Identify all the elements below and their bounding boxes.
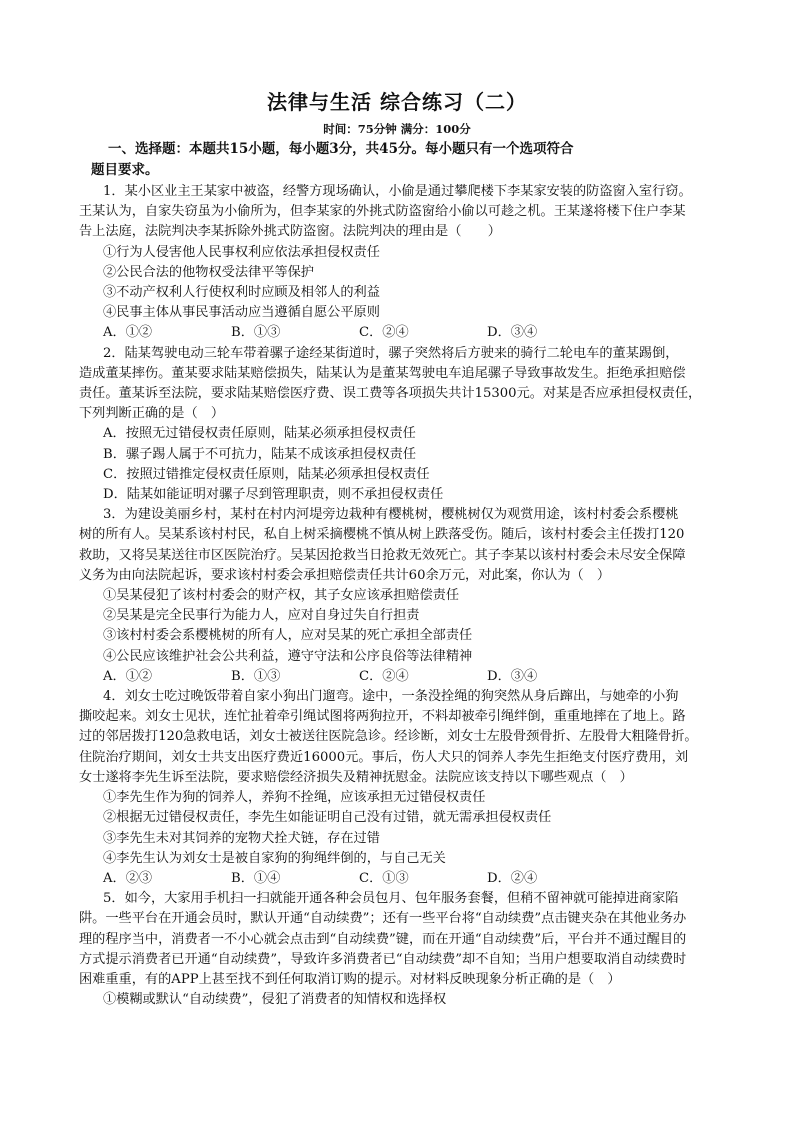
q1-choice-c: C．②④ (359, 325, 409, 341)
question-body (79, 182, 723, 1010)
q4-choice-d: D．②④ (487, 870, 538, 886)
q3-choice-c: C．②④ (359, 668, 409, 684)
q4-choices (103, 869, 723, 889)
q1-choices (103, 323, 723, 343)
q3-choices (103, 667, 723, 687)
exam-subtitle: 时间：75分钟 满分：100分 (323, 122, 471, 136)
question-3 (79, 505, 723, 687)
q4-line-1: 4．刘女士吃过晚饭带着自家小狗出门遛弯。途中，一条没拴绳的狗突然从身后蹿出，与她牵的小狗 (103, 689, 679, 705)
q5-line-1: 5．如今，大家用手机扫一扫就能开通各种会员包月、包年服务套餐，但稍不留神就可能掉进商家陷 (103, 891, 679, 907)
q2-option-c: C．按照过错推定侵权责任原则，陆某必须承担侵权责任 (103, 466, 430, 482)
q1-option-3: ③不动产权利人行使权利时应顾及相邻人的利益 (103, 285, 380, 301)
q3-line-1: 3．为建设美丽乡村，某村在村内河堤旁边栽种有樱桃树，樱桃树仅为观赏用途，该村村委会系樱桃 (103, 507, 679, 523)
q5-line-3: 理的程序当中，消费者一不小心就会点击到“自动续费”键，而在开通“自动续费”后，平台并不通过醒目的 (79, 931, 687, 947)
q2-option-a: A．按照无过错侵权责任原则，陆某必须承担侵权责任 (103, 426, 416, 442)
q4-choice-a: A．②③ (103, 870, 153, 886)
question-2 (79, 344, 723, 506)
question-5 (79, 889, 723, 1010)
q4-option-4: ④李先生认为刘女士是被自家狗的狗绳绊倒的，与自己无关 (103, 850, 446, 866)
q4-option-1: ①李先生作为狗的饲养人，养狗不拴绳，应该承担无过错侵权责任 (103, 790, 486, 806)
q3-choice-d: D．③④ (487, 668, 538, 684)
q4-line-3: 过的邻居拨打120急救电话，刘女士被送往医院急诊。经诊断，刘女士左股骨颈骨折、左股骨大粗隆骨折。 (79, 729, 698, 745)
q5-line-2: 阱。一些平台在开通会员时，默认开通“自动续费”；还有一些平台将“自动续费”点击键夹杂在其他业务办 (79, 911, 687, 927)
q3-line-4: 义务为由向法院起诉，要求该村村委会承担赔偿责任共计60余万元，对此案，你认为（ ） (79, 567, 611, 583)
q1-option-1: ①行为人侵害他人民事权利应依法承担侵权责任 (103, 244, 380, 260)
question-1 (79, 182, 723, 344)
q3-line-2: 树的所有人。吴某系该村村民，私自上树采摘樱桃不慎从树上跌落受伤。随后，该村村委会主任拨打120 (79, 527, 685, 543)
q5-line-4: 方式提示消费者已开通“自动续费”，导致许多消费者已“自动续费”却不自知；当用户想要取消自动续费时 (79, 951, 687, 967)
q2-line-1: 2．陆某驾驶电动三轮车带着骡子途经某街道时，骡子突然将后方驶来的骑行二轮电车的董某踢倒， (103, 345, 679, 361)
q2-line-4: 下列判断正确的是（ ） (79, 406, 225, 422)
q3-option-1: ①吴某侵犯了该村村委会的财产权，其子女应该承担赔偿责任 (103, 588, 460, 604)
exam-title: 法律与生活 综合练习（二） (267, 90, 527, 114)
q4-line-2: 撕咬起来。刘女士见状，连忙扯着牵引绳试图将两狗拉开，不料却被牵引绳绊倒，重重地摔在了地上。路 (79, 709, 686, 725)
q1-choice-a: A．①② (103, 325, 153, 341)
q1-line-2: 王某认为，自家失窃虽为小偷所为，但李某家的外挑式防盗窗给小偷以可趁之机。王某遂将楼下住户李某 (79, 204, 686, 220)
q4-choice-b: B．①④ (231, 870, 281, 886)
section-line-2: 题目要求。 (91, 162, 159, 178)
section-line-1: 一、选择题：本题共15小题，每小题3分，共45分。每小题只有一个选项符合 (108, 141, 574, 157)
q2-option-d: D．陆某如能证明对骡子尽到管理职责，则不承担侵权责任 (103, 487, 444, 503)
q2-line-2: 造成董某摔伤。董某要求陆某赔偿损失，陆某认为是董某驾驶电车追尾骡子导致事故发生。拒绝承担赔偿 (79, 365, 686, 381)
q3-option-3: ③该村村委会系樱桃树的所有人，应对吴某的死亡承担全部责任 (103, 628, 473, 644)
q4-choice-c: C．①③ (359, 870, 409, 886)
q4-line-4: 住院治疗期间，刘女士共支出医疗费近16000元。事后，伤人犬只的饲养人李先生拒绝支付医疗费用，刘 (79, 749, 689, 765)
q1-line-1: 1．某小区业主王某家中被盗，经警方现场确认，小偷是通过攀爬楼下李某家安装的防盗窗入室行窃。 (103, 184, 692, 199)
q3-choice-b: B．①③ (231, 668, 281, 684)
q1-option-2: ②公民合法的他物权受法律平等保护 (103, 264, 314, 280)
q5-option-1: ①模糊或默认“自动续费”，侵犯了消费者的知情权和选择权 (103, 992, 447, 1008)
q1-line-3: 告上法庭，法院判决李某拆除外挑式防盗窗。法院判决的理由是（ ） (79, 224, 501, 240)
q3-option-4: ④公民应该维护社会公共利益，遵守守法和公序良俗等法律精神 (103, 648, 473, 664)
q2-option-b: B．骡子踢人属于不可抗力，陆某不成该承担侵权责任 (103, 446, 417, 462)
q1-choice-d: D．③④ (487, 325, 538, 341)
q4-option-3: ③李先生未对其饲养的宠物犬拴犬链，存在过错 (103, 830, 380, 846)
q3-line-3: 救助，又将吴某送往市区医院治疗。吴某因抢救当日抢救无效死亡。其子李某以该村村委会未尽安全保障 (79, 547, 686, 563)
section-heading (91, 139, 723, 181)
question-4 (79, 687, 723, 889)
q1-option-4: ④民事主体从事民事活动应当遵循自愿公平原则 (103, 305, 380, 321)
q3-option-2: ②吴某是完全民事行为能力人，应对自身过失自行担责 (103, 608, 420, 624)
q3-choice-a: A．①② (103, 668, 153, 684)
q1-choice-b: B．①③ (231, 325, 281, 341)
q5-line-5: 困难重重，有的APP上甚至找不到任何取消订购的提示。对材料反映现象分析正确的是（ ） (79, 971, 621, 987)
q4-option-2: ②根据无过错侵权责任，李先生如能证明自己没有过错，就无需承担侵权责任 (103, 810, 552, 826)
q4-line-5: 女士遂将李先生诉至法院，要求赔偿经济损失及精神抚慰金。法院应该支持以下哪些观点（ ） (79, 769, 633, 785)
q2-line-3: 责任。董某诉至法院，要求陆某赔偿医疗费、误工费等各项损失共计15300元。对某是否应承担侵权责任， (79, 386, 702, 402)
